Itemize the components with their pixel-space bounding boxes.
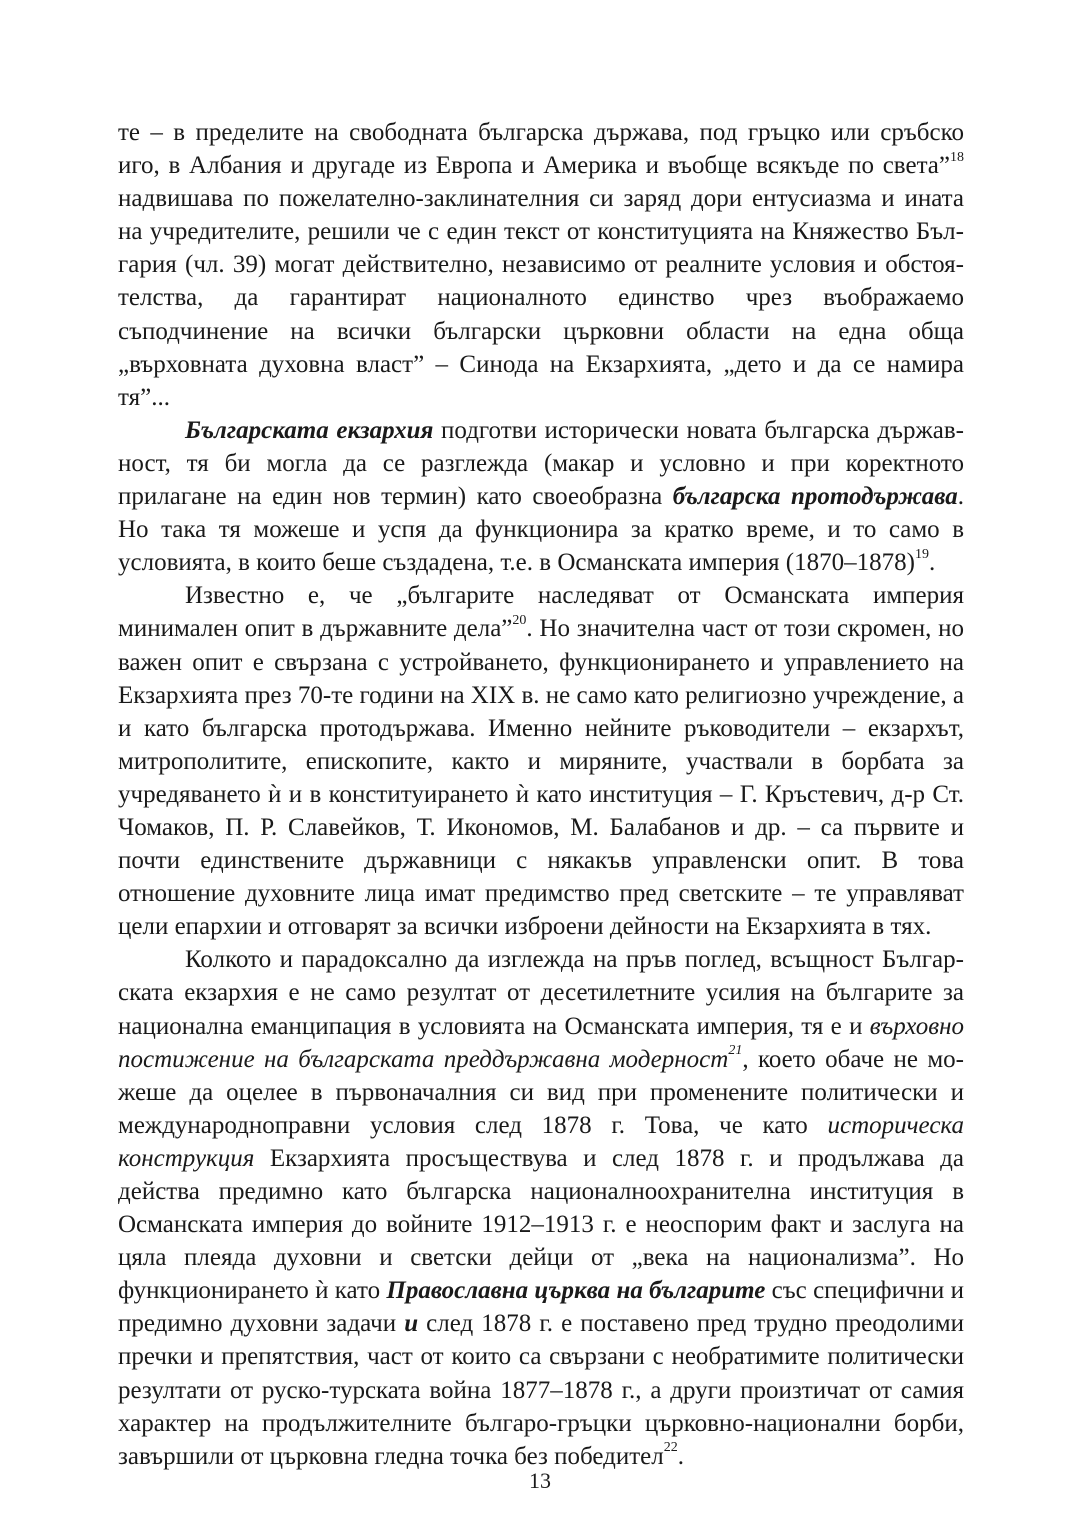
- text-run: те – в пределите на свободната българска държава, под гръцко или сръбско иго, в Албания и другаде из Европа и Америка и въобще всякъде по света”: [118, 119, 964, 180]
- text-run: .: [928, 549, 936, 577]
- text-run: . Но така тя можеше и успя да функционира за кратко време, и то само в условията, в които беше създадена, т.е. в Османската империя (1870–1878): [118, 483, 964, 577]
- text-run: Екзархията просъществува и след 1878 г. и продължава да действа предимно като българска националноохранителна институция в Османската империя до войните 1912–1913 г. е неоспорим факт и заслуга на цяла плеяда духовни и светски дейци от „века на национализма”. Но функционирането ѝ като: [118, 1144, 964, 1305]
- footnote-reference: 18: [950, 149, 964, 165]
- paragraph: [118, 116, 964, 414]
- text-run: със специфични и предимно духовни задачи: [118, 1277, 964, 1338]
- footnote-reference: 20: [512, 613, 527, 629]
- paragraph: [118, 943, 964, 1473]
- footnote-reference: 22: [663, 1440, 678, 1456]
- text-run: . Но значителна част от този скромен, но важен опит е свързана с устройването, функционирането и управлението на Екзархията през 70-те години на XIX в. не само като религиозно учреждение, а и като българска протодържава. Именно нейните ръководители – екзархът, митрополитите, епископите, както и миряните, участвали в борбата за учредяването ѝ и в конституирането ѝ като институция – Г. Кръстевич, д-р Ст. Чомаков, П. Р. Славейков, Т. Икономов, М. Балабанов и др. – са първите и почти единствените държавници с някакъв управленски опит. В това отношение духовните лица имат предимство пред светските – те управляват цели епархии и отговарят за всички изброени дейности на Екзархията в тях.: [118, 615, 964, 941]
- footnote-reference: 21: [728, 1043, 743, 1059]
- text-run: Колкото и парадоксално да изглежда на пръв поглед, всъщност Българската екзархия е не само резултат от десетилетните усилия на българите за национална еманципация в условията на Османската империя, тя е и: [118, 946, 964, 1040]
- emphasis-bold-italic: Православна църква на българите: [386, 1277, 766, 1305]
- text-run: след 1878 г. е поставено пред трудно преодолими пречки и препятствия, част от които са свързани с необратимите политически резултати от руско-турската война 1877–1878 г., а други произтичат от самия характер на продължителните българо-гръцки църковно-национални борби, завършили от църковна гледна точка без победител: [118, 1310, 964, 1470]
- text-run: .: [677, 1442, 684, 1470]
- emphasis-italic: историческа конструкция: [118, 1111, 964, 1172]
- paragraph: [118, 414, 964, 579]
- emphasis-italic: върховно постижение на българската преддържавна модерност: [118, 1012, 964, 1073]
- page-body-text: [118, 116, 964, 1473]
- emphasis-bold-italic: Българската екзархия: [185, 416, 434, 444]
- footnote-reference: 19: [914, 546, 929, 562]
- paragraph: [118, 579, 964, 943]
- text-run: подготви исторически новата българска държавност, тя би могла да се разглежда (макар и условно и при коректното прилагане на един нов термин) като своеобразна: [118, 416, 964, 511]
- text-run: , което обаче не можеше да оцелее в първоначалния си вид при променените политически и международноправни условия след 1878 г. Това, че като: [118, 1045, 964, 1139]
- emphasis-bold-italic: българска протодържава: [672, 483, 958, 511]
- text-run: надвишава по пожелателно-заклинателния си заряд дори ентусиазма и ината на учредителите, решили че с един текст от конституцията на Княжество България (чл. 39) могат действително, независимо от реалните условия и обстоятелства, да гарантират националното единство чрез въображаемо съподчинение на всички български църковни области на една обща „върховната духовна власт” – Синода на Екзархията, „дето и да се намира тя”...: [118, 185, 964, 411]
- page-number: 13: [529, 1468, 551, 1493]
- text-run: Известно е, че „българите наследяват от Османската империя минимален опит в държавните дела”: [118, 582, 964, 643]
- emphasis-bold-italic: и: [404, 1310, 419, 1338]
